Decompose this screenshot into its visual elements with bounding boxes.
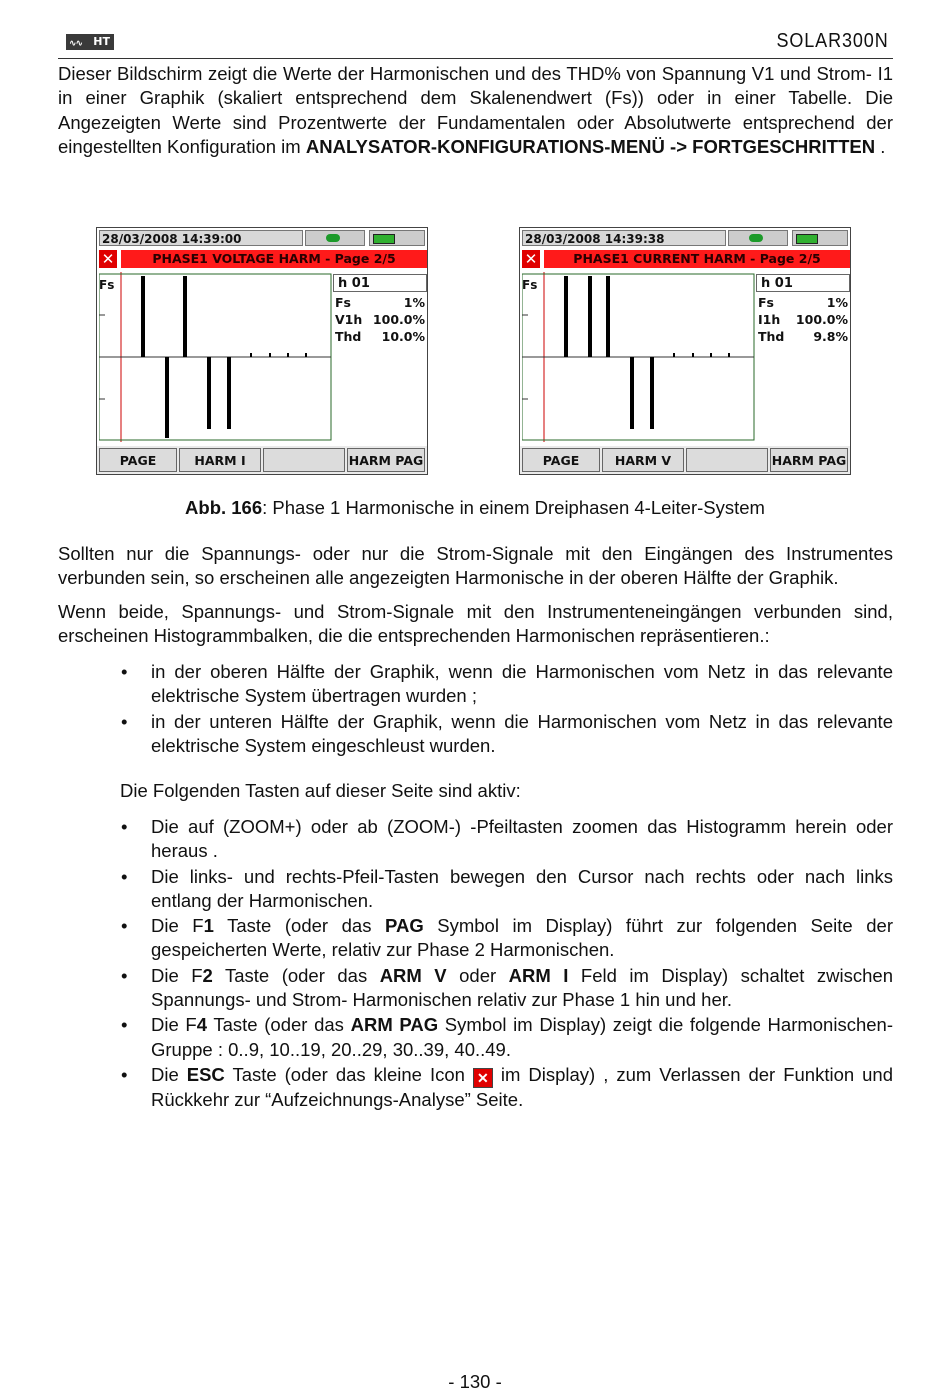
- harm-pag-softkey[interactable]: HARM PAG: [347, 448, 425, 472]
- empty-softkey[interactable]: [686, 448, 768, 472]
- battery-icon: [369, 230, 425, 246]
- screen-datetime: 28/03/2008 14:39:00: [99, 230, 303, 246]
- harmonic-order: h 01: [756, 274, 850, 292]
- fs-label: Fs: [99, 278, 115, 292]
- paragraph-signals: Sollten nur die Spannungs- oder nur die Strom-Signale mit den Eingängen des Instrumentes verbunden sein, so erscheinen alle angezeigten Harmonische in der oberen Hälfte der Graphik.: [58, 543, 893, 589]
- figure-caption: Abb. 166: Phase 1 Harmonische in einem Dreiphasen 4-Leiter-System: [185, 497, 765, 518]
- connection-icon: [728, 230, 788, 246]
- harmonic-values: Fs 1% I1h 100.0% Thd 9.8%: [758, 295, 848, 344]
- list-item: • Die auf (ZOOM+) oder ab (ZOOM-) -Pfeiltasten zoomen das Histogramm herein oder heraus .: [58, 815, 893, 864]
- intro-paragraph: Dieser Bildschirm zeigt die Werte der Harmonischen und des THD% von Spannung V1 und Strom- I1 in einer Graphik (skaliert entsprechend dem Skalenendwert (Fs)) oder in einer Tabelle. Die Angezeigten Werte sind Prozentwerte der Fundamentalen oder Absolutwerte entsprechend der eingestellten Konfiguration im ANALYSATOR-KONFIGURATIONS-MENÜ -> FORTGESCHRITTEN .: [58, 63, 893, 157]
- page-softkey[interactable]: PAGE: [522, 448, 600, 472]
- softkey-bar: [97, 446, 427, 474]
- harm-i-softkey[interactable]: HARM I: [179, 448, 261, 472]
- list-item: • Die F4 Taste (oder das ARM PAG Symbol im Display) zeigt die folgende Harmonischen-Gruppe : 0..9, 10..19, 20..29, 30..39, 40..49.: [58, 1013, 893, 1062]
- close-icon[interactable]: ✕: [522, 250, 540, 268]
- page-softkey[interactable]: PAGE: [99, 448, 177, 472]
- connection-icon: [305, 230, 365, 246]
- screen-title: PHASE1 VOLTAGE HARM - Page 2/5: [121, 250, 427, 268]
- softkey-bar: [520, 446, 850, 474]
- screen-datetime: 28/03/2008 14:39:38: [522, 230, 726, 246]
- list-item: • in der oberen Hälfte der Graphik, wenn die Harmonischen vom Netz in das relevante elektrische System übertragen wurden ;: [58, 660, 893, 709]
- keys-list: [58, 815, 893, 1113]
- harm-pag-softkey[interactable]: HARM PAG: [770, 448, 848, 472]
- paragraph-histogram: Wenn beide, Spannungs- und Strom-Signale mit den Instrumenteneingängen verbunden sind, erscheinen Histogrammbalken, die die entsprechenden Harmonischen repräsentieren.:: [58, 601, 893, 647]
- keys-intro: Die Folgenden Tasten auf dieser Seite sind aktiv:: [120, 780, 521, 801]
- list-item: • Die links- und rechts-Pfeil-Tasten bewegen den Cursor nach rechts oder nach links entlang der Harmonischen.: [58, 865, 893, 914]
- battery-icon: [792, 230, 848, 246]
- ht-logo: ∿∿ HT: [66, 34, 114, 50]
- page-header: [58, 28, 893, 59]
- list-item: • Die F2 Taste (oder das ARM V oder ARM I Feld im Display) schaltet zwischen Spannungs- und Strom- Harmonischen relativ zur Phase 1 hin und her.: [58, 964, 893, 1013]
- harmonic-values: Fs 1% V1h 100.0% Thd 10.0%: [335, 295, 425, 344]
- empty-softkey[interactable]: [263, 448, 345, 472]
- current-harmonics-screen: [519, 227, 851, 475]
- list-item: • Die ESC Taste (oder das kleine Icon ✕ im Display) , zum Verlassen der Funktion und Rückkehr zur “Aufzeichnungs-Analyse” Seite.: [58, 1063, 893, 1112]
- harmonic-order: h 01: [333, 274, 427, 292]
- screen-title: PHASE1 CURRENT HARM - Page 2/5: [544, 250, 850, 268]
- page-number: - 130 -: [448, 1371, 502, 1392]
- fs-label: Fs: [522, 278, 538, 292]
- harm-v-softkey[interactable]: HARM V: [602, 448, 684, 472]
- direction-list: [58, 660, 893, 759]
- product-name: SOLAR300N: [776, 30, 889, 52]
- close-icon[interactable]: ✕: [99, 250, 117, 268]
- list-item: • Die F1 Taste (oder das PAG Symbol im Display) führt zur folgenden Seite der gespeicherten Werte, relativ zur Phase 2 Harmonischen.: [58, 914, 893, 963]
- close-icon: ✕: [473, 1068, 493, 1088]
- list-item: • in der unteren Hälfte der Graphik, wenn die Harmonischen vom Netz in das relevante elektrische System eingeschleust wurden.: [58, 710, 893, 759]
- voltage-harmonics-screen: [96, 227, 428, 475]
